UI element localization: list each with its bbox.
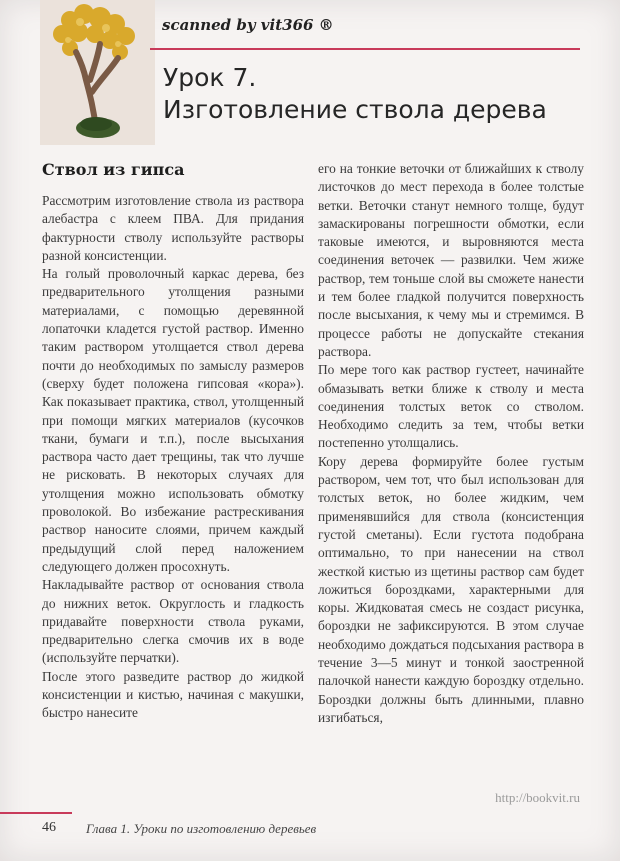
left-column bbox=[42, 192, 304, 723]
paragraph: Рассмотрим изготовление ствола из раствора алебастра с клеем ПВА. Для придания фактурности стволу используйте растворы разной консистенции. bbox=[42, 193, 304, 263]
right-column bbox=[318, 160, 584, 727]
lesson-name: Изготовление ствола дерева bbox=[163, 95, 547, 124]
page-number: 46 bbox=[42, 820, 56, 835]
running-footer-chapter: Глава 1. Уроки по изготовлению деревьев bbox=[86, 821, 317, 836]
paragraph: Кору дерева формируйте более густым раствором, чем тот, что был использован для толстых веток, но более жидким, чем применявшийся для ствола (консистенция густой сметаны). Если густота подобрана оптимально, то при нанесении на ствол жесткой кистью из щетины раствор сам будет ложиться бороздками, характерными для коры. Жидковатая смесь не создаст рисунка, бороздки не зафиксируются. В этом случае необходимо дождаться подсыхания раствора в течение 3—5 минут и тонкой заостренной палочкой нанести каждую бороздку отдельно. Бороздки должны быть длинными, плавно изгибаться, bbox=[318, 453, 584, 725]
bead-tree-photo bbox=[40, 0, 155, 145]
paragraph: По мере того как раствор густеет, начинайте обмазывать ветки ближе к стволу и места соединения толстых веток со стволом. Необходимо следить за тем, чтобы ветки постепенно утолщались. bbox=[318, 362, 584, 451]
paragraph: После этого разведите раствор до жидкой консистенции и кистью, начиная с макушки, быстро нанесите bbox=[42, 668, 304, 721]
paragraph: Накладывайте раствор от основания ствола до нижних веток. Округлость и гладкость придавайте поверхности ствола руками, предварительно слегка смочив их в воде (используйте перчатки). bbox=[42, 577, 304, 666]
section-heading: Ствол из гипса bbox=[42, 160, 185, 179]
scanned-by-label: scanned by vit366 ® bbox=[162, 16, 334, 34]
lesson-title bbox=[163, 62, 583, 126]
top-accent-rule bbox=[150, 48, 580, 50]
site-watermark: http://bookvit.ru bbox=[495, 790, 580, 805]
paragraph: его на тонкие веточки от ближайших к стволу листочков до мест перехода в более толстые ветки. Веточки станут немного толще, будут замаскированы погрешности обмотки, если таковые имеются, и выровняются места соединения веточек — развилки. Чем жиже раствор, тем тоньше слой вы сможете нанести и тем более гладкой получится поверхность после высыхания, к чему мы и стремимся. В процессе работы не допускайте стекания раствора. bbox=[318, 161, 584, 359]
lesson-number: Урок 7. bbox=[163, 63, 257, 92]
bead-tree-image bbox=[40, 0, 155, 145]
bottom-accent-rule bbox=[0, 812, 72, 814]
paragraph: На голый проволочный каркас дерева, без предварительного утолщения разными материалами, с помощью деревянной лопаточки кладется густой раствор. Именно таким раствором утолщается ствол дерева почти до необходимых по замыслу размеров (сверху будет положена гипсовая «кора»). Как показывает практика, ствол, утолщенный при помощи мягких материалов (кусочков ткани, бумаги и т.п.), после высыхания раствора часто дает трещины, так что лучше не рисковать. В некоторых случаях для утолщения можно использовать обмотку проволокой. Во избежание растрескивания раствор наносите слоями, причем каждый предыдущий слой перед наложением следующего должен просохнуть. bbox=[42, 266, 304, 574]
